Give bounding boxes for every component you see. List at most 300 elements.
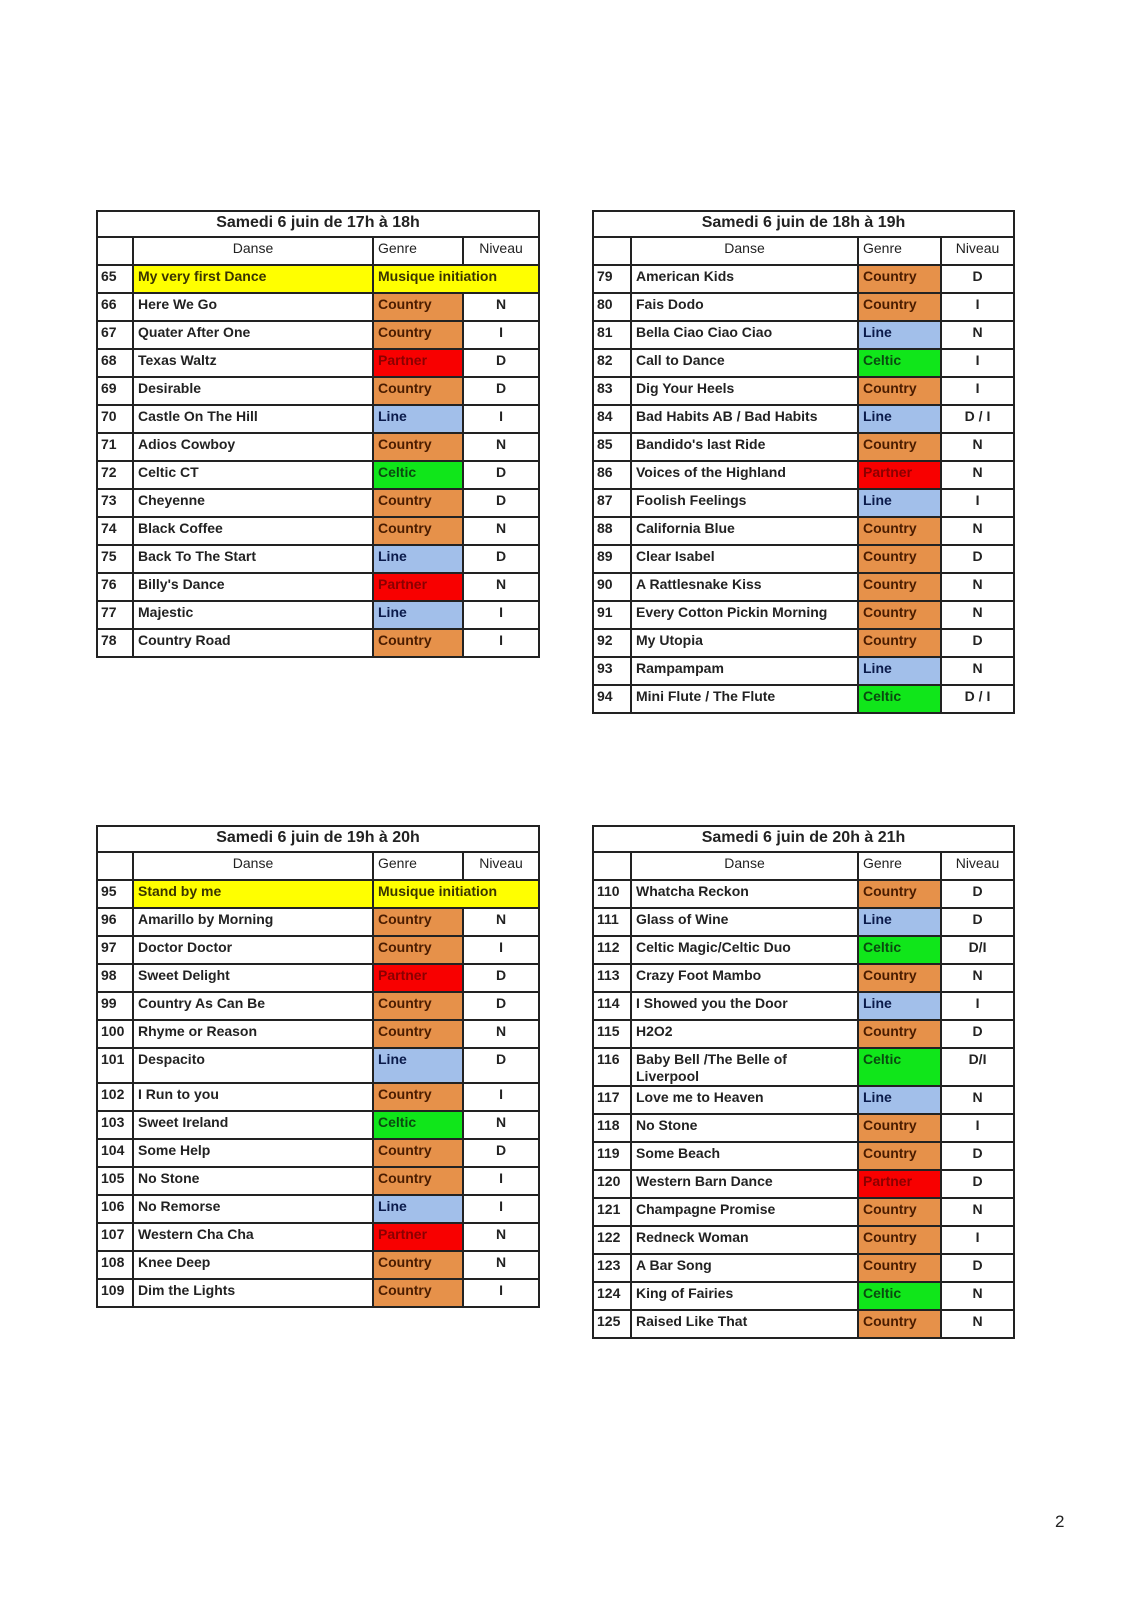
dance-number: 97 <box>97 936 133 964</box>
dance-level: D/I <box>941 936 1014 964</box>
dance-genre: Celtic <box>373 1111 463 1139</box>
dance-genre: Country <box>858 1254 941 1282</box>
table-header-row <box>97 237 539 265</box>
dance-name: Despacito <box>133 1048 373 1083</box>
dance-number: 65 <box>97 265 133 293</box>
dance-genre: Country <box>858 964 941 992</box>
dance-number: 101 <box>97 1048 133 1083</box>
table-row <box>593 1226 1014 1254</box>
dance-level: D <box>463 349 539 377</box>
dance-genre: Country <box>858 265 941 293</box>
dance-genre: Country <box>858 377 941 405</box>
dance-genre: Country <box>858 573 941 601</box>
table-row <box>97 1167 539 1195</box>
table-row <box>97 1251 539 1279</box>
table-row <box>593 377 1014 405</box>
column-header-danse: Danse <box>133 237 373 265</box>
dance-level: D <box>941 545 1014 573</box>
dance-genre: Country <box>858 1114 941 1142</box>
schedule-table-20h-21h <box>592 825 1015 1339</box>
dance-number: 104 <box>97 1139 133 1167</box>
dance-level: N <box>941 433 1014 461</box>
table-row <box>97 489 539 517</box>
dance-number: 114 <box>593 992 631 1020</box>
dance-genre: Country <box>373 1020 463 1048</box>
dance-level: I <box>463 1195 539 1223</box>
dance-name: Rampampam <box>631 657 858 685</box>
dance-genre: Country <box>858 1020 941 1048</box>
page-number: 2 <box>1055 1512 1065 1531</box>
schedule-table-18h-19h <box>592 210 1015 714</box>
dance-name: Love me to Heaven <box>631 1086 858 1114</box>
dance-name: Majestic <box>133 601 373 629</box>
table-row <box>593 405 1014 433</box>
dance-name: Celtic Magic/Celtic Duo <box>631 936 858 964</box>
dance-level: D <box>463 1048 539 1083</box>
dance-genre: Celtic <box>858 1048 941 1086</box>
dance-level: D / I <box>941 405 1014 433</box>
table-row <box>97 936 539 964</box>
dance-number: 81 <box>593 321 631 349</box>
dance-name: Fais Dodo <box>631 293 858 321</box>
dance-genre: Country <box>373 992 463 1020</box>
dance-number: 107 <box>97 1223 133 1251</box>
dance-number: 86 <box>593 461 631 489</box>
dance-name: Foolish Feelings <box>631 489 858 517</box>
dance-level: D <box>463 545 539 573</box>
table-row <box>97 1020 539 1048</box>
dance-number: 80 <box>593 293 631 321</box>
dance-genre: Country <box>373 1139 463 1167</box>
dance-level: I <box>941 377 1014 405</box>
dance-name: Champagne Promise <box>631 1198 858 1226</box>
dance-level: N <box>941 1282 1014 1310</box>
dance-level: D <box>941 265 1014 293</box>
table-title: Samedi 6 juin de 17h à 18h <box>97 211 539 237</box>
table-row <box>593 629 1014 657</box>
table-row <box>593 657 1014 685</box>
dance-number: 98 <box>97 964 133 992</box>
dance-name: King of Fairies <box>631 1282 858 1310</box>
dance-name: Back To The Start <box>133 545 373 573</box>
dance-name: Desirable <box>133 377 373 405</box>
table-header-row <box>97 852 539 880</box>
dance-level: D / I <box>941 685 1014 713</box>
dance-name: Amarillo by Morning <box>133 908 373 936</box>
dance-name: Cheyenne <box>133 489 373 517</box>
dance-genre: Celtic <box>858 349 941 377</box>
dance-name: No Stone <box>631 1114 858 1142</box>
dance-level: D <box>941 908 1014 936</box>
dance-number: 76 <box>97 573 133 601</box>
table-row <box>97 880 539 908</box>
dance-genre: Celtic <box>858 685 941 713</box>
table-row <box>593 517 1014 545</box>
dance-level: I <box>463 321 539 349</box>
table-row <box>593 1282 1014 1310</box>
dance-genre: Partner <box>373 573 463 601</box>
dance-level: I <box>463 1279 539 1307</box>
table-title-row <box>97 826 539 852</box>
dance-number: 67 <box>97 321 133 349</box>
column-header-genre: Genre <box>373 852 463 880</box>
dance-name: Black Coffee <box>133 517 373 545</box>
column-header-number <box>593 852 631 880</box>
dance-name: Bella Ciao Ciao Ciao <box>631 321 858 349</box>
dance-level: N <box>941 1310 1014 1338</box>
table-row <box>97 293 539 321</box>
table-row <box>97 573 539 601</box>
table-row <box>97 1223 539 1251</box>
dance-name: Rhyme or Reason <box>133 1020 373 1048</box>
dance-genre: Line <box>858 321 941 349</box>
dance-number: 94 <box>593 685 631 713</box>
dance-genre: Line <box>373 601 463 629</box>
dance-number: 72 <box>97 461 133 489</box>
dance-level: N <box>941 1198 1014 1226</box>
dance-name: Texas Waltz <box>133 349 373 377</box>
table-title: Samedi 6 juin de 19h à 20h <box>97 826 539 852</box>
dance-number: 74 <box>97 517 133 545</box>
table-row <box>593 601 1014 629</box>
dance-name: Redneck Woman <box>631 1226 858 1254</box>
dance-name: Billy's Dance <box>133 573 373 601</box>
column-header-danse: Danse <box>631 852 858 880</box>
dance-level: N <box>941 1086 1014 1114</box>
dance-number: 122 <box>593 1226 631 1254</box>
column-header-niveau: Niveau <box>941 852 1014 880</box>
dance-number: 123 <box>593 1254 631 1282</box>
dance-name: Baby Bell /The Belle of Liverpool <box>631 1048 858 1086</box>
dance-name: Dig Your Heels <box>631 377 858 405</box>
schedule-table-17h-18h <box>96 210 540 658</box>
column-header-niveau: Niveau <box>463 237 539 265</box>
dance-name: Whatcha Reckon <box>631 880 858 908</box>
dance-number: 110 <box>593 880 631 908</box>
dance-name: My Utopia <box>631 629 858 657</box>
dance-genre: Country <box>858 545 941 573</box>
dance-name: Celtic CT <box>133 461 373 489</box>
dance-level: D <box>463 1139 539 1167</box>
dance-genre: Partner <box>858 461 941 489</box>
dance-number: 102 <box>97 1083 133 1111</box>
dance-genre: Line <box>373 1195 463 1223</box>
table-row <box>593 433 1014 461</box>
dance-name: A Bar Song <box>631 1254 858 1282</box>
dance-name: Dim the Lights <box>133 1279 373 1307</box>
table-row <box>97 1195 539 1223</box>
dance-level: I <box>941 293 1014 321</box>
dance-level: N <box>463 517 539 545</box>
dance-number: 90 <box>593 573 631 601</box>
table-row <box>97 405 539 433</box>
dance-level: N <box>941 321 1014 349</box>
dance-genre: Partner <box>858 1170 941 1198</box>
dance-number: 119 <box>593 1142 631 1170</box>
dance-name: Sweet Ireland <box>133 1111 373 1139</box>
table-row <box>97 1083 539 1111</box>
dance-level: N <box>463 1251 539 1279</box>
dance-level: I <box>463 601 539 629</box>
table-row <box>97 1139 539 1167</box>
dance-number: 117 <box>593 1086 631 1114</box>
dance-genre: Country <box>373 293 463 321</box>
dance-number: 92 <box>593 629 631 657</box>
dance-genre: Country <box>373 377 463 405</box>
dance-name: Call to Dance <box>631 349 858 377</box>
table-title-row <box>593 211 1014 237</box>
dance-number: 69 <box>97 377 133 405</box>
dance-level: I <box>941 489 1014 517</box>
dance-number: 75 <box>97 545 133 573</box>
dance-genre: Line <box>373 545 463 573</box>
dance-level: N <box>941 657 1014 685</box>
dance-level: N <box>463 1223 539 1251</box>
dance-level: N <box>463 908 539 936</box>
dance-level: N <box>941 517 1014 545</box>
dance-genre: Musique initiation <box>373 880 539 908</box>
dance-number: 124 <box>593 1282 631 1310</box>
dance-genre: Celtic <box>858 1282 941 1310</box>
dance-number: 108 <box>97 1251 133 1279</box>
column-header-niveau: Niveau <box>463 852 539 880</box>
table-row <box>593 1114 1014 1142</box>
dance-number: 83 <box>593 377 631 405</box>
dance-genre: Country <box>858 601 941 629</box>
dance-level: N <box>941 601 1014 629</box>
dance-number: 99 <box>97 992 133 1020</box>
dance-genre: Country <box>858 1198 941 1226</box>
dance-number: 73 <box>97 489 133 517</box>
table-row <box>593 1142 1014 1170</box>
table-row <box>97 377 539 405</box>
table-row <box>97 908 539 936</box>
dance-name: Raised Like That <box>631 1310 858 1338</box>
dance-level: N <box>941 964 1014 992</box>
dance-name: Every Cotton Pickin Morning <box>631 601 858 629</box>
dance-name: Castle On The Hill <box>133 405 373 433</box>
dance-genre: Country <box>373 936 463 964</box>
dance-genre: Country <box>373 489 463 517</box>
dance-level: D <box>463 964 539 992</box>
dance-genre: Musique initiation <box>373 265 539 293</box>
dance-genre: Line <box>858 405 941 433</box>
dance-number: 111 <box>593 908 631 936</box>
dance-number: 84 <box>593 405 631 433</box>
table-row <box>97 1048 539 1083</box>
dance-level: I <box>463 936 539 964</box>
dance-level: D <box>463 461 539 489</box>
table-row <box>593 265 1014 293</box>
dance-name: My very first Dance <box>133 265 373 293</box>
dance-number: 70 <box>97 405 133 433</box>
table-row <box>593 293 1014 321</box>
dance-genre: Line <box>373 1048 463 1083</box>
dance-name: A Rattlesnake Kiss <box>631 573 858 601</box>
dance-level: D <box>941 1170 1014 1198</box>
dance-level: D <box>941 1254 1014 1282</box>
table-row <box>97 433 539 461</box>
dance-level: D <box>463 489 539 517</box>
dance-genre: Country <box>858 1226 941 1254</box>
dance-level: I <box>941 1226 1014 1254</box>
table-row <box>97 349 539 377</box>
table-row <box>593 1198 1014 1226</box>
dance-name: Quater After One <box>133 321 373 349</box>
dance-level: N <box>463 573 539 601</box>
table-row <box>97 1111 539 1139</box>
dance-genre: Country <box>858 880 941 908</box>
dance-level: N <box>463 433 539 461</box>
dance-number: 89 <box>593 545 631 573</box>
table-row <box>593 992 1014 1020</box>
table-row <box>593 545 1014 573</box>
dance-level: I <box>463 1083 539 1111</box>
dance-level: D <box>463 992 539 1020</box>
dance-name: California Blue <box>631 517 858 545</box>
dance-name: H2O2 <box>631 1020 858 1048</box>
dance-name: I Run to you <box>133 1083 373 1111</box>
table-row <box>97 461 539 489</box>
dance-number: 106 <box>97 1195 133 1223</box>
dance-number: 112 <box>593 936 631 964</box>
table-title: Samedi 6 juin de 20h à 21h <box>593 826 1014 852</box>
dance-number: 88 <box>593 517 631 545</box>
dance-level: N <box>941 573 1014 601</box>
dance-number: 95 <box>97 880 133 908</box>
dance-name: Clear Isabel <box>631 545 858 573</box>
dance-level: I <box>941 1114 1014 1142</box>
table-header-row <box>593 852 1014 880</box>
table-row <box>593 461 1014 489</box>
dance-number: 87 <box>593 489 631 517</box>
table-row <box>593 964 1014 992</box>
dance-genre: Country <box>373 321 463 349</box>
dance-number: 105 <box>97 1167 133 1195</box>
dance-name: Voices of the Highland <box>631 461 858 489</box>
dance-name: Mini Flute / The Flute <box>631 685 858 713</box>
dance-name: Bandido's last Ride <box>631 433 858 461</box>
dance-genre: Celtic <box>858 936 941 964</box>
dance-name: Knee Deep <box>133 1251 373 1279</box>
dance-number: 68 <box>97 349 133 377</box>
column-header-danse: Danse <box>133 852 373 880</box>
dance-number: 100 <box>97 1020 133 1048</box>
table-row <box>593 880 1014 908</box>
table-row <box>593 908 1014 936</box>
table-title: Samedi 6 juin de 18h à 19h <box>593 211 1014 237</box>
schedule-table-19h-20h <box>96 825 540 1308</box>
table-row <box>97 629 539 657</box>
table-row <box>593 1310 1014 1338</box>
dance-genre: Country <box>373 908 463 936</box>
dance-number: 93 <box>593 657 631 685</box>
table-row <box>593 936 1014 964</box>
dance-name: No Stone <box>133 1167 373 1195</box>
dance-name: Glass of Wine <box>631 908 858 936</box>
dance-name: Country Road <box>133 629 373 657</box>
table-row <box>593 1254 1014 1282</box>
dance-level: I <box>941 992 1014 1020</box>
column-header-danse: Danse <box>631 237 858 265</box>
table-row <box>97 265 539 293</box>
dance-genre: Country <box>858 1310 941 1338</box>
table-row <box>97 1279 539 1307</box>
table-row <box>593 1086 1014 1114</box>
dance-genre: Country <box>373 517 463 545</box>
table-title-row <box>97 211 539 237</box>
dance-name: Doctor Doctor <box>133 936 373 964</box>
dance-name: Some Beach <box>631 1142 858 1170</box>
dance-name: Adios Cowboy <box>133 433 373 461</box>
column-header-number <box>97 852 133 880</box>
dance-level: I <box>463 405 539 433</box>
table-row <box>593 349 1014 377</box>
dance-level: I <box>463 1167 539 1195</box>
dance-genre: Partner <box>373 964 463 992</box>
dance-number: 113 <box>593 964 631 992</box>
dance-genre: Country <box>373 629 463 657</box>
dance-level: N <box>463 1020 539 1048</box>
dance-genre: Line <box>858 992 941 1020</box>
dance-genre: Country <box>858 1142 941 1170</box>
dance-genre: Country <box>373 1279 463 1307</box>
dance-level: N <box>463 1111 539 1139</box>
dance-genre: Partner <box>373 349 463 377</box>
table-row <box>593 489 1014 517</box>
column-header-genre: Genre <box>373 237 463 265</box>
table-row <box>593 573 1014 601</box>
dance-number: 103 <box>97 1111 133 1139</box>
column-header-niveau: Niveau <box>941 237 1014 265</box>
dance-name: Sweet Delight <box>133 964 373 992</box>
dance-genre: Country <box>858 293 941 321</box>
dance-name: Country As Can Be <box>133 992 373 1020</box>
dance-number: 121 <box>593 1198 631 1226</box>
dance-number: 91 <box>593 601 631 629</box>
dance-genre: Line <box>858 908 941 936</box>
dance-number: 85 <box>593 433 631 461</box>
dance-genre: Country <box>373 1167 463 1195</box>
dance-number: 71 <box>97 433 133 461</box>
dance-genre: Country <box>858 629 941 657</box>
dance-name: Crazy Foot Mambo <box>631 964 858 992</box>
table-row <box>593 1048 1014 1086</box>
dance-name: Western Barn Dance <box>631 1170 858 1198</box>
table-title-row <box>593 826 1014 852</box>
dance-name: Here We Go <box>133 293 373 321</box>
dance-number: 115 <box>593 1020 631 1048</box>
table-row <box>593 1020 1014 1048</box>
dance-genre: Country <box>373 433 463 461</box>
table-header-row <box>593 237 1014 265</box>
table-row <box>97 992 539 1020</box>
dance-level: N <box>941 461 1014 489</box>
dance-number: 66 <box>97 293 133 321</box>
table-row <box>97 545 539 573</box>
dance-number: 96 <box>97 908 133 936</box>
dance-genre: Country <box>858 517 941 545</box>
dance-number: 120 <box>593 1170 631 1198</box>
table-row <box>97 517 539 545</box>
table-row <box>97 964 539 992</box>
column-header-genre: Genre <box>858 237 941 265</box>
dance-genre: Line <box>858 489 941 517</box>
table-row <box>97 321 539 349</box>
dance-level: I <box>463 629 539 657</box>
table-row <box>593 1170 1014 1198</box>
column-header-genre: Genre <box>858 852 941 880</box>
